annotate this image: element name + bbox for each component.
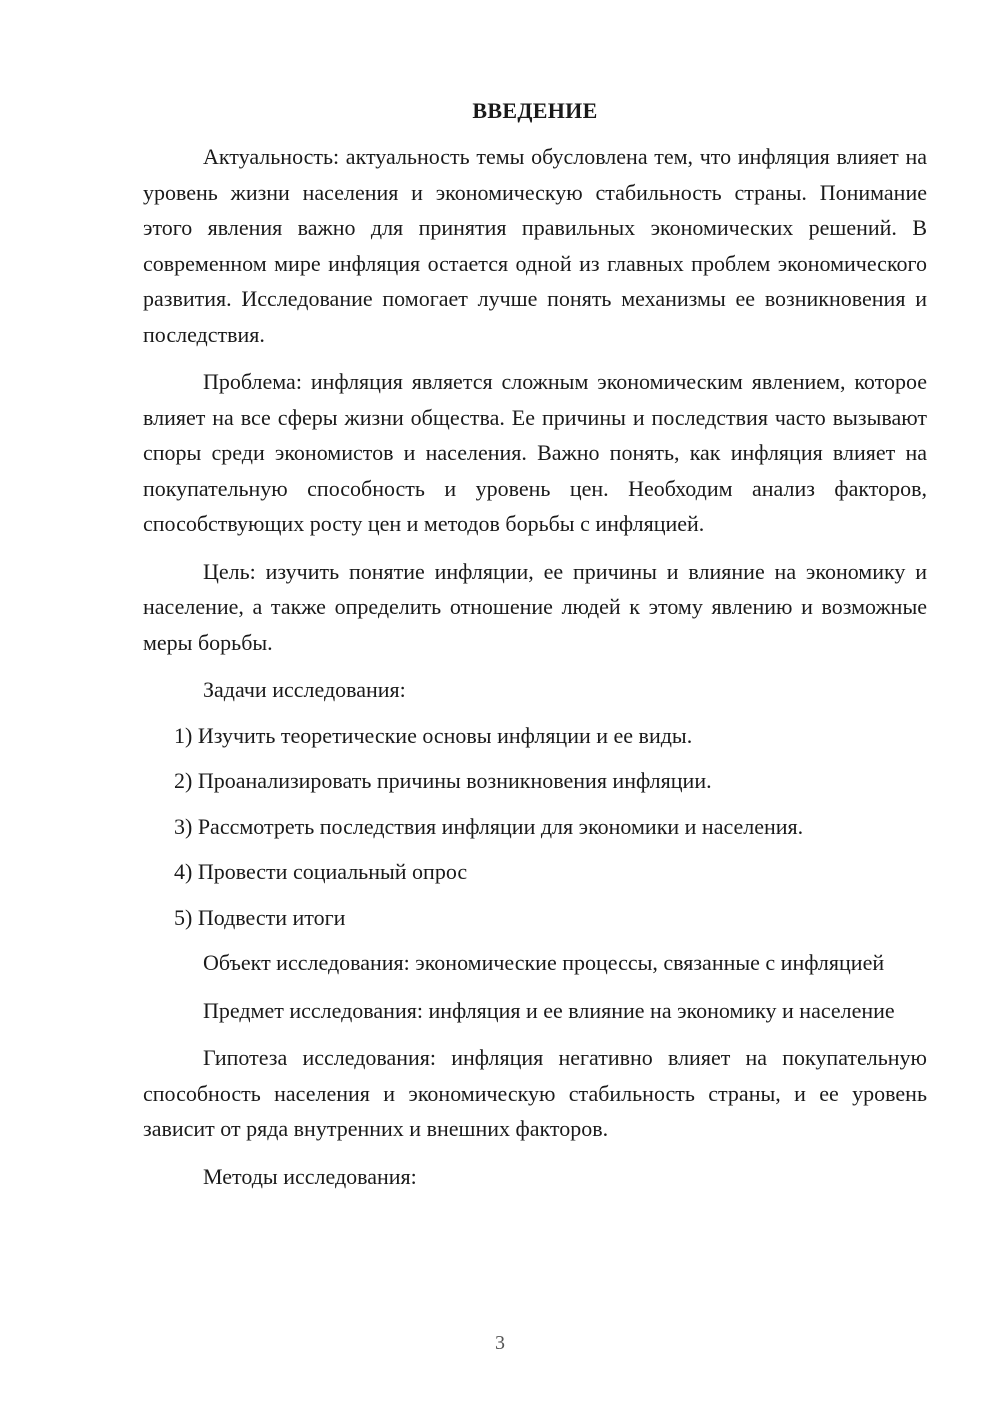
methods-heading: Методы исследования: — [203, 1163, 417, 1189]
subject-paragraph: Предмет исследования: инфляция и ее влияние на экономику и население — [203, 997, 895, 1023]
list-item: 5) Подвести итоги — [174, 904, 346, 930]
page-number: 3 — [495, 1332, 505, 1354]
goal-paragraph: Цель: изучить понятие инфляции, ее причины и влияние на экономику и население, а также определить отношение людей к этому явлению и возможные меры борьбы. — [143, 558, 927, 655]
page-content — [143, 93, 927, 1194]
page-title: ВВЕДЕНИЕ — [472, 98, 598, 123]
list-item: 4) Провести социальный опрос — [174, 859, 468, 884]
list-item: 1) Изучить теоретические основы инфляции и ее виды. — [174, 722, 693, 748]
list-item: 2) Проанализировать причины возникновения инфляции. — [174, 768, 712, 793]
relevance-paragraph: Актуальность: актуальность темы обусловлена тем, что инфляция влияет на уровень жизни населения и экономическую стабильность страны. Понимание этого явления важно для принятия правильных экономических решений. В современном мире инфляция остается одной из главных проблем экономического развития. Исследование помогает лучше понять механизмы ее возникновения и последствия. — [143, 144, 927, 347]
tasks-heading: Задачи исследования: — [203, 677, 406, 702]
tasks-list — [143, 718, 927, 936]
problem-paragraph: Проблема: инфляция является сложным экономическим явлением, которое влияет на все сферы жизни общества. Ее причины и последствия часто вызывают споры среди экономистов и населения. Важно понять, как инфляция влияет на покупательную способность и уровень цен. Необходим анализ факторов, способствующих росту цен и методов борьбы с инфляцией. — [143, 369, 927, 536]
list-item: 3) Рассмотреть последствия инфляции для экономики и населения. — [174, 813, 804, 839]
object-paragraph: Объект исследования: экономические процессы, связанные с инфляцией — [203, 950, 885, 975]
hypothesis-paragraph: Гипотеза исследования: инфляция негативно влияет на покупательную способность населения и экономическую стабильность страны, и ее уровень зависит от ряда внутренних и внешних факторов. — [143, 1045, 927, 1141]
